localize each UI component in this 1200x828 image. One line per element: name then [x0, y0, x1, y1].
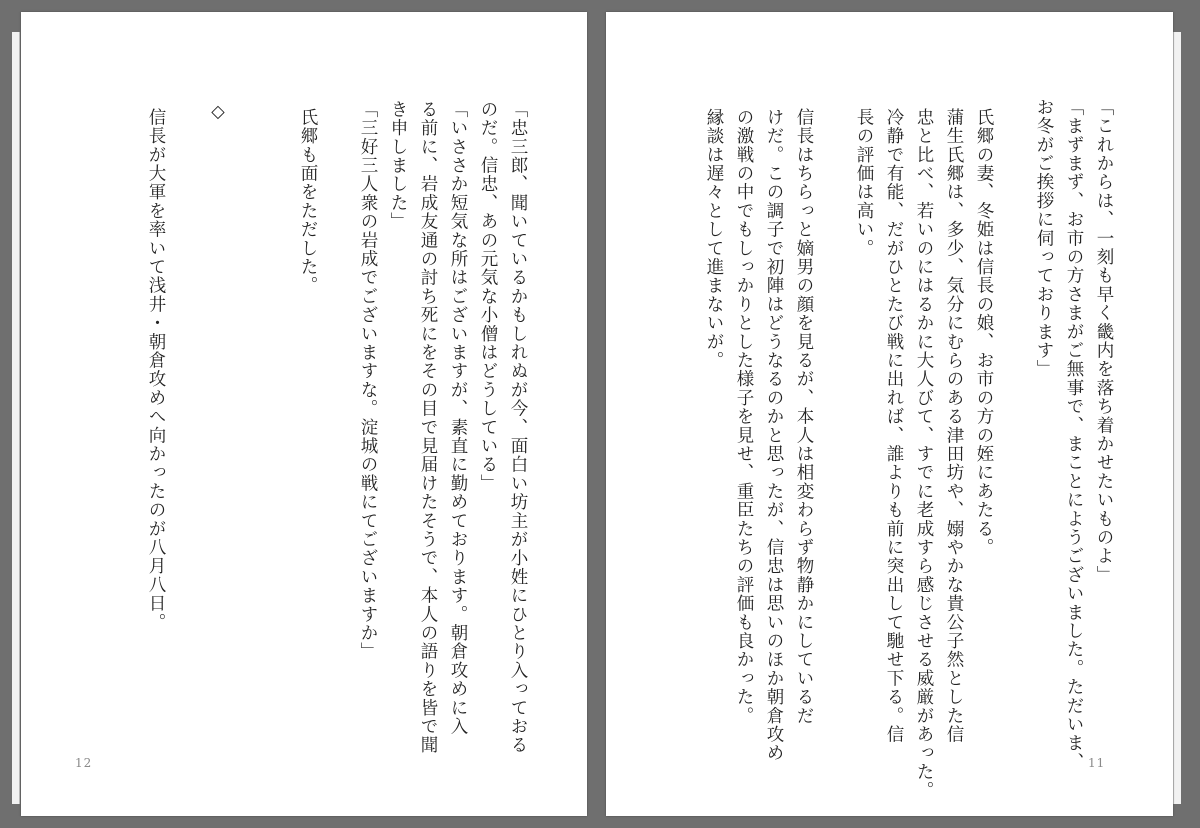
right-page-text-line-3: お冬がご挨拶に伺っております」 — [1034, 98, 1054, 379]
right-page-text-line-11: 信長はちらっと嫡男の顔を見るが、本人は相変わらず物静かにしているだ — [794, 108, 814, 726]
right-page-text-line-2: 「まずまず、お市の方さまがご無事で、まことにようございました。ただいま、 — [1064, 98, 1084, 772]
page-number-right: 11 — [1088, 756, 1106, 770]
right-page-text-line-8: 冷静で有能、だがひとたび戦に出れば、誰よりも前に突出して馳せ下る。信 — [884, 108, 904, 744]
right-page-text-line-7: 忠と比べ、若いのにはるかに大人びて、すでに老成すら感じさせる威厳があった。 — [914, 108, 934, 800]
right-page-text-line-12: けだ。この調子で初陣はどうなるのかと思ったが、信忠は思いのほか朝倉攻め — [764, 108, 784, 763]
left-page — [21, 12, 587, 816]
right-page-text-line-5: 氏郷の妻、冬姫は信長の娘、お市の方の姪にあたる。 — [974, 108, 994, 557]
left-page-text-line-6: 「三好三人衆の岩成でございますな。淀城の戦にてございますか」 — [358, 100, 378, 661]
left-page-text-line-11: 信長が大軍を率いて浅井・朝倉攻めへ向かったのが八月八日。 — [146, 108, 166, 632]
left-page-text-line-2: のだ。信忠、あの元気な小僧はどうしている」 — [478, 100, 498, 493]
page-edge-left — [12, 32, 20, 804]
right-page — [606, 12, 1173, 816]
right-page-text-line-1: 「これからは、一刻も早く畿内を落ち着かせたいものよ」 — [1094, 98, 1114, 585]
section-break-diamond: ◇ — [208, 102, 228, 124]
right-page-text-line-6: 蒲生氏郷は、多少、気分にむらのある津田坊や、嫋やかな貴公子然とした信 — [944, 108, 964, 744]
right-page-text-line-9: 長の評価は高い。 — [854, 108, 874, 258]
page-edge-right — [1173, 32, 1181, 804]
left-page-text-line-4: る前に、岩成友通の討ち死にをその目で見届けたそうで、本人の語りを皆で聞 — [418, 100, 438, 755]
right-page-text-line-13: の激戦の中でもしっかりとした様子を見せ、重臣たちの評価も良かった。 — [734, 108, 754, 726]
right-page-text-line-14: 縁談は遅々として進まないが。 — [704, 108, 724, 370]
left-page-text-line-3: 「いささか短気な所はございますが、素直に勤めております。朝倉攻めに入 — [448, 100, 468, 736]
left-page-text-line-7: 氏郷も面をただした。 — [298, 108, 318, 295]
left-page-text-line-1: 「忠三郎、聞いているかもしれぬが今、面白い坊主が小姓にひとり入っておる — [508, 100, 528, 755]
left-page-text-line-5: き申しました」 — [388, 100, 408, 231]
page-number-left: 12 — [75, 756, 93, 770]
